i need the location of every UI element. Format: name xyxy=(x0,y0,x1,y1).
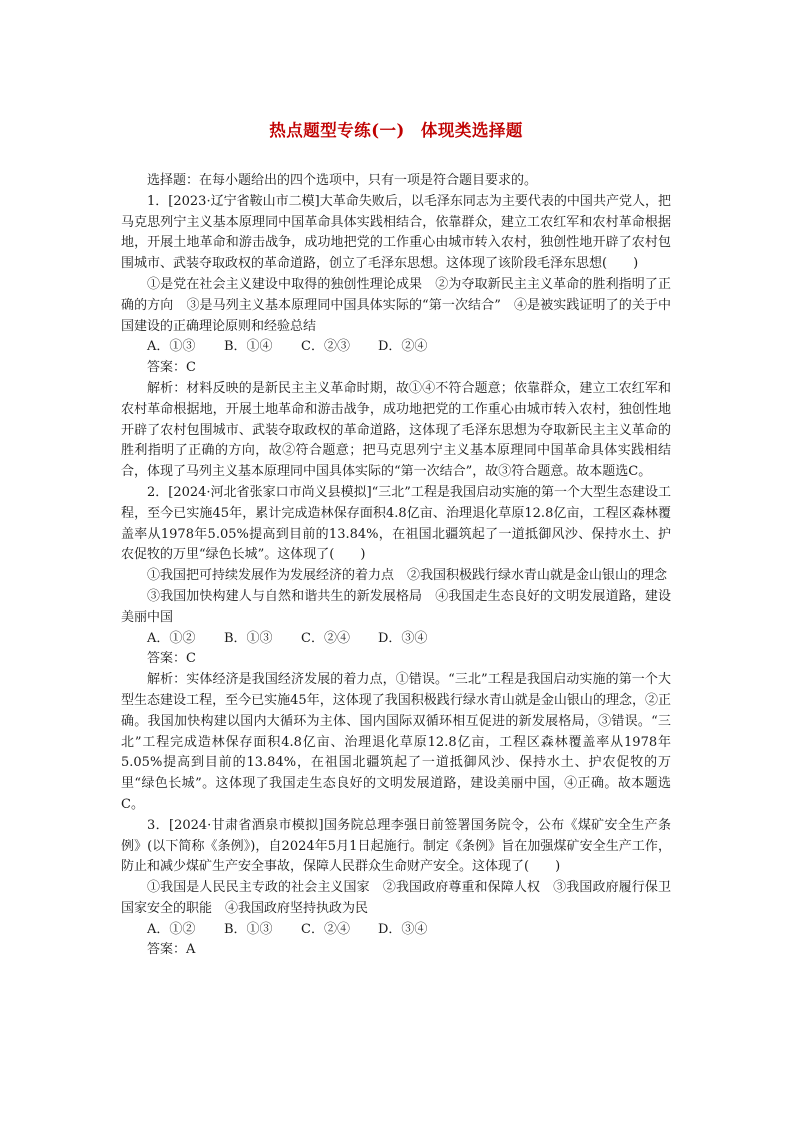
question-1-stem: 1．[2023·辽宁省鞍山市二模]大革命失败后，以毛泽东同志为主要代表的中国共产党人，把马克思列宁主义基本原理同中国革命具体实践相结合，依靠群众，建立工农红军和农村革命根据地，开展土地革命和游击战争，成功地把党的工作重心由城市转入农村，独创性地开辟了农村包围城市、武装夺取政权的革命道路，创立了毛泽东思想。这体现了该阶段毛泽东思想( ) xyxy=(121,193,671,272)
question-3-statements: ①我国是人民民主专政的社会主义国家 ②我国政府尊重和保障人权 ③我国政府履行保卫国家安全的职能 ④我国政府坚持执政为民 xyxy=(121,880,671,916)
option-a: A．①③ xyxy=(147,339,196,355)
page-title xyxy=(121,118,671,144)
document-page xyxy=(121,118,671,961)
option-d: D．③④ xyxy=(378,921,428,937)
question-2-statements-2: ③我国加快构建人与自然和谐共生的新发展格局 ④我国走生态良好的文明发展道路，建设美丽中国 xyxy=(121,588,671,625)
question-2-stem: 2．[2024·河北省张家口市尚义县模拟]“三北”工程是我国启动实施的第一个大型生态建设工程，至今已实施45年，累计完成造林保存面积4.8亿亩、治理退化草原12.8亿亩，工程区森林覆盖率从1978年5.05%提高到目前的13.84%，在祖国北疆筑起了一道抵御风沙、保持水土、护农促牧的万里“绿色长城”。这体现了( ) xyxy=(121,484,671,563)
instructions: 选择题：在每小题给出的四个选项中，只有一项是符合题目要求的。 xyxy=(147,173,538,188)
title-sub: 体现类选择题 xyxy=(420,121,523,140)
option-b: B．①③ xyxy=(224,921,273,937)
question-1-statements: ①是党在社会主义建设中取得的独创性理论成果 ②为夺取新民主主义革命的胜利指明了正确的方向 ③是马列主义基本原理同中国具体实际的“第一次结合” ④是被实践证明了的关于中国建设的正确理论原则和经验总结 xyxy=(121,276,671,334)
title-main: 热点题型专练(一) xyxy=(269,121,405,140)
option-c: C．②④ xyxy=(301,921,350,937)
question-3-stem: 3．[2024·甘肃省酒泉市模拟]国务院总理李强日前签署国务院令，公布《煤矿安全生产条例》(以下简称《条例》)，自2024年5月1日起施行。制定《条例》旨在加强煤矿安全生产工作，防止和减少煤矿生产安全事故，保障人民群众生命财产安全。这体现了( ) xyxy=(121,817,671,875)
option-a: A．①② xyxy=(147,921,196,937)
option-d: D．②④ xyxy=(378,339,428,355)
question-1-answer: 答案：C xyxy=(147,360,196,376)
option-a: A．①② xyxy=(147,630,196,646)
option-b: B．①④ xyxy=(224,339,273,355)
question-2-options xyxy=(147,629,671,650)
question-2-analysis: 解析：实体经济是我国经济发展的着力点，①错误。“三北”工程是我国启动实施的第一个大型生态建设工程，至今已实施45年，这体现了我国积极践行绿水青山就是金山银山的理念，②正确。我国加快构建以国内大循环为主体、国内国际双循环相互促进的新发展格局，③错误。“三北”工程完成造林保存面积4.8亿亩、治理退化草原12.8亿亩，工程区森林覆盖率从1978年5.05%提高到目前的13.84%，在祖国北疆筑起了一道抵御风沙、保持水土、护农促牧的万里“绿色长城”。这体现了我国走生态良好的文明发展道路，建设美丽中国，④正确。故本题选C。 xyxy=(121,672,671,812)
question-3-answer: 答案：A xyxy=(147,942,196,958)
question-1-options xyxy=(147,337,671,358)
question-2-answer: 答案：C xyxy=(147,651,196,667)
option-b: B．①③ xyxy=(224,630,273,646)
question-3-options xyxy=(147,920,671,941)
question-2-statements-1: ①我国把可持续发展作为发展经济的着力点 ②我国积极践行绿水青山就是金山银山的理念 xyxy=(147,568,668,584)
question-1-analysis: 解析：材料反映的是新民主主义革命时期，故①④不符合题意；依靠群众，建立工农红军和农村革命根据地，开展土地革命和游击战争，成功地把党的工作重心由城市转入农村，独创性地开辟了农村包围城市、武装夺取政权的革命道路，这体现了毛泽东思想为夺取新民主主义革命的胜利指明了正确的方向，故②符合题意；把马克思列宁主义基本原理同中国革命具体实践相结合，体现了马列主义基本原理同中国具体实际的“第一次结合”，故③符合题意。故本题选C。 xyxy=(121,380,671,480)
option-d: D．③④ xyxy=(378,630,428,646)
option-c: C．②③ xyxy=(301,339,350,355)
option-c: C．②④ xyxy=(301,630,350,646)
